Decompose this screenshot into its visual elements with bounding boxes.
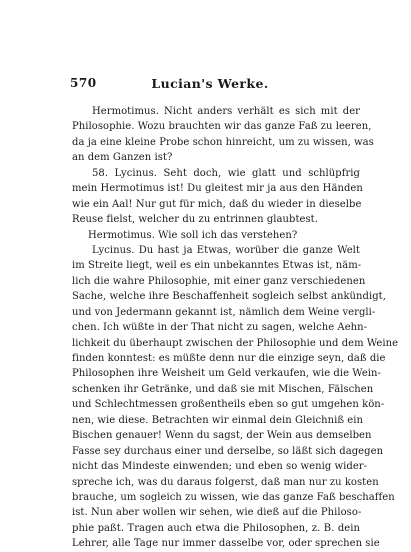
text-line: Lycinus. Du hast ja Etwas, worüber die ganze Welt xyxy=(92,244,360,256)
text-line: Hermotimus. Nicht anders verhält es sich mit der xyxy=(92,106,360,117)
running-title: Lucian's Werke. xyxy=(151,76,269,91)
text-line: finden konntest: es müßte denn nur die einzige seyn, daß die xyxy=(72,353,386,364)
text-line: Hermotimus. Wie soll ich das verstehen? xyxy=(88,229,298,241)
text-line: phie paßt. Tragen auch etwa die Philosophen, z. B. dein xyxy=(72,522,360,534)
text-line: nen, wie diese. Betrachten wir einmal dein Gleichniß ein xyxy=(72,414,363,426)
text-line: ist. Nun aber wollen wir sehen, wie dieß auf die Philoso- xyxy=(72,507,362,519)
text-body xyxy=(72,104,399,552)
text-line: wie ein Aal! Nur gut für mich, daß du wieder in dieselbe xyxy=(72,198,362,210)
text-line: Philosophen ihre Weisheit um Geld verkaufen, wie die Wein- xyxy=(72,368,381,380)
text-line: Fasse sey durchaus einer und derselbe, so läßt sich dagegen xyxy=(72,445,384,457)
text-line: im Streite liegt, weil es ein unbekanntes Etwas ist, näm- xyxy=(72,260,362,272)
text-line: brauche, um sogleich zu wissen, wie das ganze Faß beschaffen xyxy=(72,491,395,503)
text-line: an dem Ganzen ist? xyxy=(72,152,173,164)
text-line: und Schlechtmessen großentheils eben so gut umgehen kön- xyxy=(72,399,385,411)
text-line: lich die wahre Philosophie, mit einer ganz verschiedenen xyxy=(72,275,366,287)
text-line: Reuse fielst, welcher du zu entrinnen glaubtest. xyxy=(72,214,318,226)
text-line: spreche ich, was du daraus folgerst, daß man nur zu kosten xyxy=(72,476,379,488)
page-header xyxy=(70,76,350,92)
text-line: 58. Lycinus. Seht doch, wie glatt und schlüpfrig xyxy=(92,167,360,179)
text-line: Philosophie. Wozu brauchten wir das ganze Faß zu leeren, xyxy=(72,121,372,133)
text-line: Sache, welche ihre Beschaffenheit sogleich selbst ankündigt, xyxy=(72,291,386,303)
text-line: nicht das Mindeste einwenden; und eben so wenig wider- xyxy=(72,461,368,473)
text-line: chen. Ich wüßte in der That nicht zu sagen, welche Aehn- xyxy=(72,322,368,334)
text-line: lichkeit du überhaupt zwischen der Philosophie und dem Weine xyxy=(72,337,399,349)
text-line: Bischen genauer! Wenn du sagst, der Wein aus demselben xyxy=(72,430,372,442)
page-number: 570 xyxy=(70,76,97,90)
text-line: schenken ihr Getränke, und daß sie mit Mischen, Fälschen xyxy=(72,383,374,395)
text-line: da ja eine kleine Probe schon hinreicht, um zu wissen, was xyxy=(72,136,374,148)
text-line: mein Hermotimus ist! Du gleitest mir ja aus den Händen xyxy=(72,183,363,195)
text-line: und von Jedermann gekannt ist, nämlich dem Weine vergli- xyxy=(72,306,376,318)
text-line: Lehrer, alle Tage nur immer dasselbe vor, oder sprechen sie xyxy=(72,538,380,550)
